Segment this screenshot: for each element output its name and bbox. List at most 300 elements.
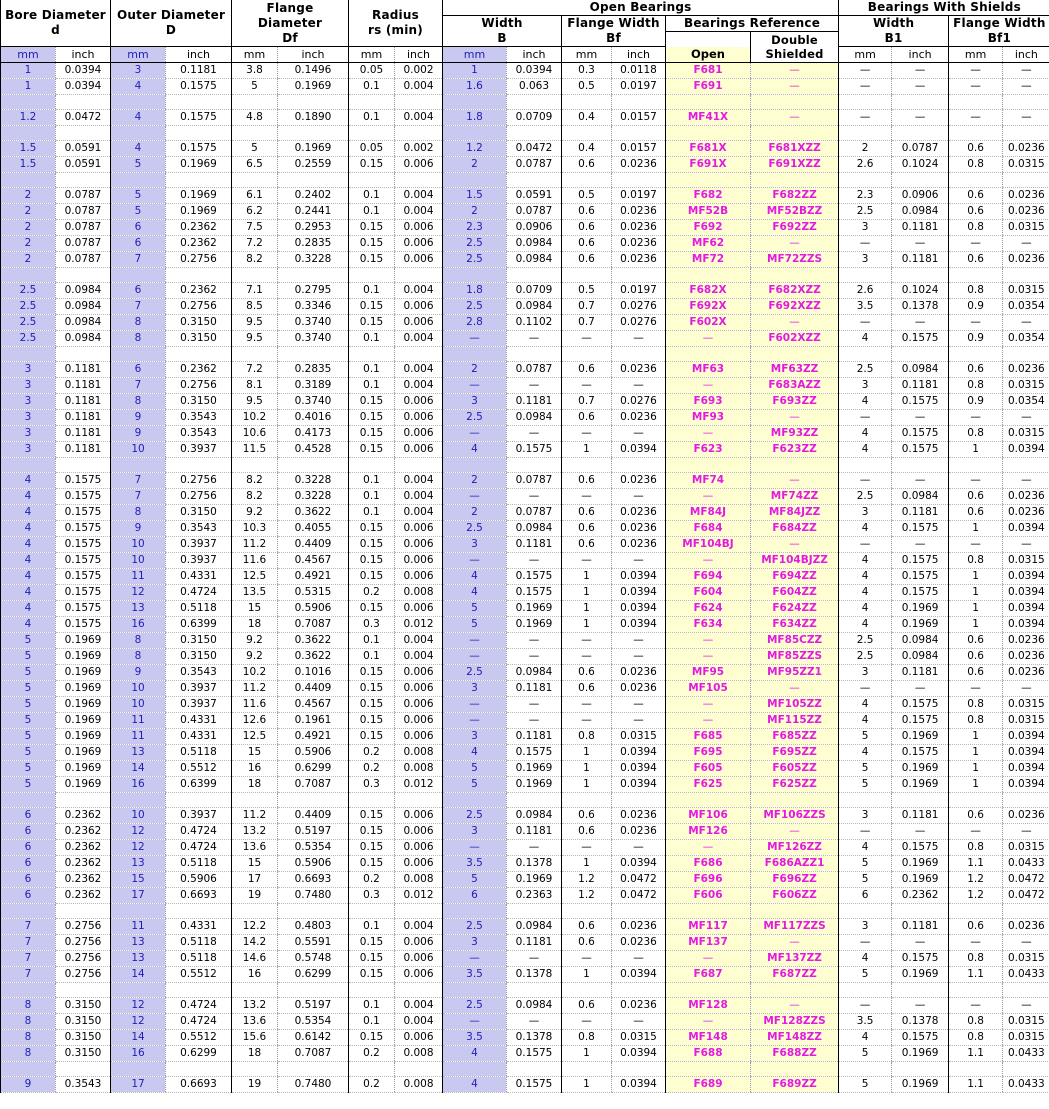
- cell-width-b1-mm: 5: [839, 729, 892, 745]
- cell-flange-inch: 0.3622: [278, 633, 349, 649]
- cell-width-mm: 2.3: [443, 220, 507, 236]
- cell-flange-inch: 0.1496: [278, 63, 349, 79]
- cell-flange-width-mm: 0.6: [562, 410, 612, 426]
- cell-radius-inch: 0.006: [395, 681, 443, 697]
- table-row: [1, 649, 1049, 665]
- cell-bore-mm: 6: [1, 808, 56, 824]
- cell-width-mm: —: [443, 697, 507, 713]
- cell-flange-width-inch: —: [612, 553, 666, 569]
- cell-bore-inch: [56, 95, 111, 110]
- cell-ref-double-shielded: F604ZZ: [751, 585, 839, 601]
- cell-ref-open: F691X: [666, 157, 751, 173]
- cell-ref-double-shielded: MF95ZZ1: [751, 665, 839, 681]
- cell-flange-width-inch: 0.0236: [612, 362, 666, 378]
- cell-width-mm: —: [443, 951, 507, 967]
- cell-radius-inch: 0.006: [395, 521, 443, 537]
- cell-width-mm: —: [443, 378, 507, 394]
- cell-radius-inch: 0.004: [395, 283, 443, 299]
- cell-bore-inch: 0.0787: [56, 220, 111, 236]
- cell-width-inch: 0.0984: [507, 919, 562, 935]
- cell-flange-width-bf1-inch: 0.0315: [1003, 426, 1049, 442]
- cell-flange-width-mm: 0.5: [562, 283, 612, 299]
- cell-flange-mm: [232, 793, 278, 808]
- cell-radius-inch: 0.006: [395, 569, 443, 585]
- cell-flange-inch: 0.4803: [278, 919, 349, 935]
- cell-flange-width-mm: 1: [562, 617, 612, 633]
- cell-outer-inch: 0.3543: [166, 665, 232, 681]
- cell-flange-mm: 8.2: [232, 489, 278, 505]
- cell-outer-mm: 11: [111, 569, 166, 585]
- cell-ref-double-shielded: [751, 347, 839, 362]
- unit-flange-width-inch: inch: [612, 47, 666, 63]
- cell-flange-width-inch: 0.0197: [612, 79, 666, 95]
- table-row: [1, 681, 1049, 697]
- cell-radius-mm: 0.1: [349, 331, 395, 347]
- cell-width-b1-mm: 2.5: [839, 204, 892, 220]
- cell-width-inch: 0.1181: [507, 729, 562, 745]
- cell-flange-width-bf1-mm: —: [949, 935, 1003, 951]
- cell-flange-width-bf1-inch: —: [1003, 110, 1049, 126]
- cell-flange-inch: 0.2402: [278, 188, 349, 204]
- unit-width-b1-inch: inch: [892, 47, 949, 63]
- table-body: [1, 63, 1049, 1093]
- cell-radius-mm: 0.15: [349, 856, 395, 872]
- cell-width-b1-inch: —: [892, 998, 949, 1014]
- cell-ref-open: MF74: [666, 473, 751, 489]
- cell-flange-inch: 0.2835: [278, 362, 349, 378]
- cell-width-mm: 4: [443, 569, 507, 585]
- cell-bore-inch: 0.1181: [56, 410, 111, 426]
- cell-width-b1-mm: 2.5: [839, 633, 892, 649]
- cell-ref-open: F634: [666, 617, 751, 633]
- cell-radius-mm: 0.15: [349, 808, 395, 824]
- cell-bore-mm: 7: [1, 967, 56, 983]
- cell-flange-width-bf1-mm: —: [949, 236, 1003, 252]
- cell-width-b1-inch: 0.1575: [892, 951, 949, 967]
- cell-outer-inch: [166, 126, 232, 141]
- cell-ref-double-shielded: MF105ZZ: [751, 697, 839, 713]
- cell-width-inch: —: [507, 378, 562, 394]
- cell-flange-width-bf1-mm: 0.9: [949, 299, 1003, 315]
- cell-flange-width-bf1-inch: —: [1003, 537, 1049, 553]
- cell-flange-mm: 7.2: [232, 362, 278, 378]
- cell-outer-inch: 0.4331: [166, 713, 232, 729]
- cell-flange-mm: 6.2: [232, 204, 278, 220]
- cell-radius-inch: 0.008: [395, 761, 443, 777]
- cell-width-b1-mm: 4: [839, 426, 892, 442]
- cell-flange-width-inch: [612, 983, 666, 998]
- cell-outer-mm: 10: [111, 553, 166, 569]
- cell-outer-mm: 10: [111, 697, 166, 713]
- table-row: [1, 141, 1049, 157]
- cell-width-b1-inch: 0.1575: [892, 553, 949, 569]
- cell-flange-inch: 0.3740: [278, 394, 349, 410]
- cell-flange-inch: 0.6299: [278, 761, 349, 777]
- cell-ref-double-shielded: MF117ZZS: [751, 919, 839, 935]
- header-open-spacer: [666, 32, 751, 47]
- cell-flange-inch: 0.1890: [278, 110, 349, 126]
- cell-flange-width-mm: 1: [562, 569, 612, 585]
- cell-outer-inch: 0.4331: [166, 569, 232, 585]
- cell-width-b1-inch: 0.1575: [892, 1030, 949, 1046]
- cell-bore-inch: 0.1969: [56, 713, 111, 729]
- cell-flange-width-bf1-inch: 0.0472: [1003, 872, 1049, 888]
- cell-width-mm: 4: [443, 1046, 507, 1062]
- cell-outer-inch: 0.3937: [166, 537, 232, 553]
- cell-outer-inch: [166, 983, 232, 998]
- spacer-row: [1, 458, 1049, 473]
- cell-outer-mm: 7: [111, 252, 166, 268]
- cell-width-b1-inch: 0.1024: [892, 157, 949, 173]
- cell-bore-mm: 5: [1, 777, 56, 793]
- cell-flange-width-bf1-inch: 0.0433: [1003, 1046, 1049, 1062]
- cell-radius-inch: 0.004: [395, 378, 443, 394]
- cell-outer-mm: 13: [111, 951, 166, 967]
- cell-ref-open: [666, 268, 751, 283]
- cell-ref-open: F692: [666, 220, 751, 236]
- cell-ref-open: [666, 793, 751, 808]
- table-row: [1, 998, 1049, 1014]
- cell-width-inch: [507, 458, 562, 473]
- cell-radius-inch: 0.006: [395, 410, 443, 426]
- cell-ref-double-shielded: MF72ZZS: [751, 252, 839, 268]
- cell-flange-width-bf1-inch: 0.0394: [1003, 729, 1049, 745]
- table-row: [1, 888, 1049, 904]
- cell-width-inch: [507, 347, 562, 362]
- cell-ref-open: MF52B: [666, 204, 751, 220]
- cell-flange-width-inch: [612, 268, 666, 283]
- cell-width-b1-inch: 0.1969: [892, 601, 949, 617]
- cell-outer-inch: 0.2756: [166, 252, 232, 268]
- cell-ref-double-shielded: MF52BZZ: [751, 204, 839, 220]
- cell-outer-inch: 0.1575: [166, 110, 232, 126]
- cell-ref-double-shielded: F684ZZ: [751, 521, 839, 537]
- unit-outer-inch: inch: [166, 47, 232, 63]
- cell-bore-inch: 0.2756: [56, 935, 111, 951]
- cell-flange-width-inch: 0.0157: [612, 110, 666, 126]
- cell-flange-width-bf1-mm: 0.6: [949, 919, 1003, 935]
- cell-flange-width-bf1-mm: 1.1: [949, 1046, 1003, 1062]
- cell-bore-inch: 0.0787: [56, 188, 111, 204]
- cell-flange-width-bf1-mm: 1: [949, 521, 1003, 537]
- cell-flange-inch: 0.3228: [278, 252, 349, 268]
- cell-ref-double-shielded: —: [751, 935, 839, 951]
- cell-flange-width-bf1-mm: [949, 983, 1003, 998]
- cell-ref-double-shielded: F696ZZ: [751, 872, 839, 888]
- cell-flange-width-bf1-mm: 0.9: [949, 331, 1003, 347]
- cell-flange-width-bf1-inch: 0.0394: [1003, 777, 1049, 793]
- cell-width-inch: —: [507, 1014, 562, 1030]
- cell-width-b1-inch: —: [892, 315, 949, 331]
- cell-bore-mm: 4: [1, 553, 56, 569]
- header-outer-diameter: Outer Diameter D: [111, 0, 232, 47]
- cell-bore-inch: 0.1969: [56, 649, 111, 665]
- cell-width-b1-inch: [892, 126, 949, 141]
- cell-width-b1-inch: 0.1181: [892, 919, 949, 935]
- cell-width-mm: 2.5: [443, 299, 507, 315]
- cell-bore-mm: 2.5: [1, 283, 56, 299]
- cell-width-inch: 0.1969: [507, 761, 562, 777]
- cell-width-b1-inch: [892, 268, 949, 283]
- cell-radius-inch: 0.006: [395, 426, 443, 442]
- cell-flange-width-mm: 0.7: [562, 299, 612, 315]
- cell-ref-open: F688: [666, 1046, 751, 1062]
- cell-flange-inch: [278, 458, 349, 473]
- cell-outer-inch: 0.5512: [166, 761, 232, 777]
- unit-flange-width-bf1-inch: inch: [1003, 47, 1049, 63]
- cell-width-mm: [443, 458, 507, 473]
- cell-flange-inch: [278, 95, 349, 110]
- cell-width-b1-mm: —: [839, 998, 892, 1014]
- cell-width-inch: 0.0709: [507, 110, 562, 126]
- table-row: [1, 505, 1049, 521]
- cell-radius-inch: 0.008: [395, 1077, 443, 1093]
- cell-flange-width-bf1-inch: 0.0354: [1003, 299, 1049, 315]
- cell-flange-inch: 0.5315: [278, 585, 349, 601]
- cell-ref-open: F687: [666, 967, 751, 983]
- cell-width-inch: —: [507, 331, 562, 347]
- cell-flange-width-bf1-mm: 1: [949, 617, 1003, 633]
- cell-flange-mm: 9.2: [232, 649, 278, 665]
- table-row: [1, 601, 1049, 617]
- cell-radius-mm: 0.3: [349, 777, 395, 793]
- cell-width-b1-mm: —: [839, 315, 892, 331]
- cell-flange-width-mm: —: [562, 951, 612, 967]
- cell-width-b1-mm: 4: [839, 442, 892, 458]
- cell-width-b1-inch: —: [892, 935, 949, 951]
- cell-width-b1-inch: 0.0984: [892, 204, 949, 220]
- cell-flange-inch: 0.3228: [278, 489, 349, 505]
- cell-bore-inch: 0.3543: [56, 1077, 111, 1093]
- cell-bore-inch: 0.1969: [56, 697, 111, 713]
- cell-flange-inch: 0.6299: [278, 967, 349, 983]
- cell-flange-width-bf1-mm: 1: [949, 729, 1003, 745]
- cell-width-b1-mm: —: [839, 935, 892, 951]
- cell-width-b1-mm: [839, 126, 892, 141]
- cell-width-inch: 0.0709: [507, 283, 562, 299]
- cell-flange-width-bf1-mm: 0.8: [949, 378, 1003, 394]
- cell-radius-inch: 0.006: [395, 967, 443, 983]
- cell-width-inch: —: [507, 840, 562, 856]
- cell-width-b1-inch: 0.0984: [892, 489, 949, 505]
- cell-flange-width-inch: 0.0315: [612, 1030, 666, 1046]
- cell-radius-mm: 0.15: [349, 220, 395, 236]
- cell-flange-inch: 0.5906: [278, 601, 349, 617]
- cell-bore-inch: 0.0394: [56, 63, 111, 79]
- cell-outer-mm: 6: [111, 283, 166, 299]
- cell-bore-mm: [1, 95, 56, 110]
- cell-width-mm: 2: [443, 473, 507, 489]
- cell-outer-mm: 5: [111, 188, 166, 204]
- cell-radius-mm: 0.1: [349, 489, 395, 505]
- table-row: [1, 745, 1049, 761]
- cell-width-mm: 3.5: [443, 967, 507, 983]
- cell-flange-inch: 0.3346: [278, 299, 349, 315]
- cell-flange-width-bf1-inch: —: [1003, 315, 1049, 331]
- cell-ref-open: MF93: [666, 410, 751, 426]
- cell-outer-mm: 7: [111, 473, 166, 489]
- cell-flange-width-bf1-mm: 1: [949, 777, 1003, 793]
- cell-width-b1-mm: 2.5: [839, 489, 892, 505]
- cell-width-b1-mm: 5: [839, 967, 892, 983]
- cell-width-b1-inch: 0.0984: [892, 633, 949, 649]
- cell-flange-width-mm: —: [562, 633, 612, 649]
- cell-bore-mm: 3: [1, 394, 56, 410]
- cell-flange-width-inch: 0.0394: [612, 761, 666, 777]
- cell-bore-inch: 0.1575: [56, 505, 111, 521]
- cell-flange-width-bf1-inch: 0.0236: [1003, 505, 1049, 521]
- cell-ref-open: —: [666, 840, 751, 856]
- cell-flange-width-inch: 0.0394: [612, 745, 666, 761]
- cell-flange-width-bf1-mm: 0.8: [949, 1030, 1003, 1046]
- cell-outer-mm: 10: [111, 537, 166, 553]
- cell-radius-mm: 0.1: [349, 362, 395, 378]
- cell-radius-mm: 0.1: [349, 649, 395, 665]
- cell-flange-width-inch: —: [612, 489, 666, 505]
- cell-radius-mm: 0.1: [349, 505, 395, 521]
- cell-outer-inch: 0.3150: [166, 649, 232, 665]
- cell-width-inch: 0.0787: [507, 204, 562, 220]
- cell-ref-open: F695: [666, 745, 751, 761]
- cell-width-mm: 2.5: [443, 410, 507, 426]
- cell-bore-mm: 6: [1, 888, 56, 904]
- cell-flange-width-bf1-mm: [949, 793, 1003, 808]
- cell-ref-double-shielded: —: [751, 473, 839, 489]
- table-row: [1, 553, 1049, 569]
- cell-flange-mm: 11.5: [232, 442, 278, 458]
- cell-outer-mm: 7: [111, 378, 166, 394]
- cell-radius-mm: 0.15: [349, 967, 395, 983]
- cell-ref-open: F692X: [666, 299, 751, 315]
- cell-width-inch: 0.2363: [507, 888, 562, 904]
- cell-flange-width-bf1-mm: —: [949, 998, 1003, 1014]
- cell-ref-open: MF137: [666, 935, 751, 951]
- cell-flange-inch: 0.5197: [278, 998, 349, 1014]
- cell-width-b1-mm: [839, 173, 892, 188]
- cell-width-b1-inch: [892, 983, 949, 998]
- cell-radius-inch: 0.006: [395, 537, 443, 553]
- cell-flange-mm: 9.5: [232, 394, 278, 410]
- cell-outer-inch: 0.1575: [166, 141, 232, 157]
- cell-width-b1-mm: 6: [839, 888, 892, 904]
- cell-outer-mm: 12: [111, 824, 166, 840]
- cell-ref-open: F694: [666, 569, 751, 585]
- cell-flange-width-bf1-mm: 0.8: [949, 713, 1003, 729]
- cell-width-b1-mm: —: [839, 79, 892, 95]
- cell-bore-inch: 0.0394: [56, 79, 111, 95]
- cell-flange-width-mm: —: [562, 697, 612, 713]
- cell-flange-width-inch: 0.0472: [612, 888, 666, 904]
- cell-flange-inch: 0.3622: [278, 505, 349, 521]
- cell-flange-mm: 4.8: [232, 110, 278, 126]
- cell-bore-mm: 2: [1, 220, 56, 236]
- cell-flange-inch: 0.4016: [278, 410, 349, 426]
- cell-bore-inch: 0.0591: [56, 141, 111, 157]
- cell-outer-mm: 12: [111, 840, 166, 856]
- cell-ref-double-shielded: —: [751, 315, 839, 331]
- cell-flange-width-inch: 0.0236: [612, 665, 666, 681]
- cell-ref-double-shielded: —: [751, 998, 839, 1014]
- cell-width-mm: —: [443, 553, 507, 569]
- table-row: [1, 872, 1049, 888]
- cell-flange-width-bf1-inch: —: [1003, 236, 1049, 252]
- cell-ref-double-shielded: F695ZZ: [751, 745, 839, 761]
- cell-outer-mm: 6: [111, 220, 166, 236]
- cell-outer-mm: 4: [111, 110, 166, 126]
- cell-bore-inch: 0.0591: [56, 157, 111, 173]
- cell-flange-width-inch: 0.0276: [612, 299, 666, 315]
- cell-bore-mm: [1, 173, 56, 188]
- cell-width-b1-mm: —: [839, 824, 892, 840]
- cell-flange-width-mm: 0.8: [562, 729, 612, 745]
- cell-ref-open: MF117: [666, 919, 751, 935]
- cell-width-b1-mm: [839, 1062, 892, 1077]
- cell-flange-mm: [232, 458, 278, 473]
- cell-flange-inch: 0.7087: [278, 617, 349, 633]
- cell-flange-width-bf1-mm: 1.1: [949, 856, 1003, 872]
- cell-flange-mm: 12.6: [232, 713, 278, 729]
- cell-flange-mm: 13.2: [232, 824, 278, 840]
- cell-radius-mm: 0.15: [349, 601, 395, 617]
- cell-bore-mm: 7: [1, 919, 56, 935]
- cell-bore-inch: 0.1969: [56, 761, 111, 777]
- cell-radius-inch: 0.008: [395, 872, 443, 888]
- cell-outer-inch: 0.3150: [166, 633, 232, 649]
- cell-ref-open: [666, 904, 751, 919]
- cell-ref-open: [666, 347, 751, 362]
- cell-flange-width-bf1-inch: 0.0315: [1003, 951, 1049, 967]
- cell-outer-mm: 8: [111, 505, 166, 521]
- cell-flange-width-inch: 0.0157: [612, 141, 666, 157]
- header-bearings-with-shields: Bearings With Shields: [839, 0, 1049, 16]
- cell-width-mm: 2.5: [443, 236, 507, 252]
- cell-flange-width-bf1-mm: 0.6: [949, 188, 1003, 204]
- cell-radius-mm: 0.15: [349, 426, 395, 442]
- cell-ref-double-shielded: F692XZZ: [751, 299, 839, 315]
- cell-outer-inch: 0.4331: [166, 919, 232, 935]
- cell-width-b1-inch: 0.1181: [892, 220, 949, 236]
- cell-bore-inch: [56, 347, 111, 362]
- cell-width-b1-mm: 4: [839, 951, 892, 967]
- cell-width-b1-mm: 4: [839, 840, 892, 856]
- cell-bore-inch: 0.1969: [56, 665, 111, 681]
- cell-outer-inch: 0.5118: [166, 601, 232, 617]
- cell-ref-double-shielded: —: [751, 63, 839, 79]
- cell-bore-mm: 5: [1, 649, 56, 665]
- cell-outer-mm: 8: [111, 315, 166, 331]
- cell-ref-double-shielded: F625ZZ: [751, 777, 839, 793]
- cell-flange-width-bf1-inch: 0.0394: [1003, 761, 1049, 777]
- cell-flange-width-bf1-inch: 0.0394: [1003, 745, 1049, 761]
- cell-flange-mm: 11.6: [232, 697, 278, 713]
- cell-flange-mm: 10.2: [232, 665, 278, 681]
- cell-radius-mm: [349, 268, 395, 283]
- cell-ref-open: F693: [666, 394, 751, 410]
- cell-outer-inch: 0.2756: [166, 489, 232, 505]
- cell-bore-mm: 2.5: [1, 315, 56, 331]
- cell-flange-inch: 0.2559: [278, 157, 349, 173]
- spacer-row: [1, 268, 1049, 283]
- cell-width-b1-inch: [892, 173, 949, 188]
- cell-outer-inch: 0.1181: [166, 63, 232, 79]
- cell-flange-width-bf1-inch: 0.0236: [1003, 188, 1049, 204]
- cell-width-mm: 3: [443, 935, 507, 951]
- cell-flange-width-bf1-mm: 0.6: [949, 141, 1003, 157]
- cell-ref-open: F686: [666, 856, 751, 872]
- cell-width-inch: 0.0591: [507, 188, 562, 204]
- cell-outer-mm: 8: [111, 649, 166, 665]
- cell-radius-inch: 0.006: [395, 157, 443, 173]
